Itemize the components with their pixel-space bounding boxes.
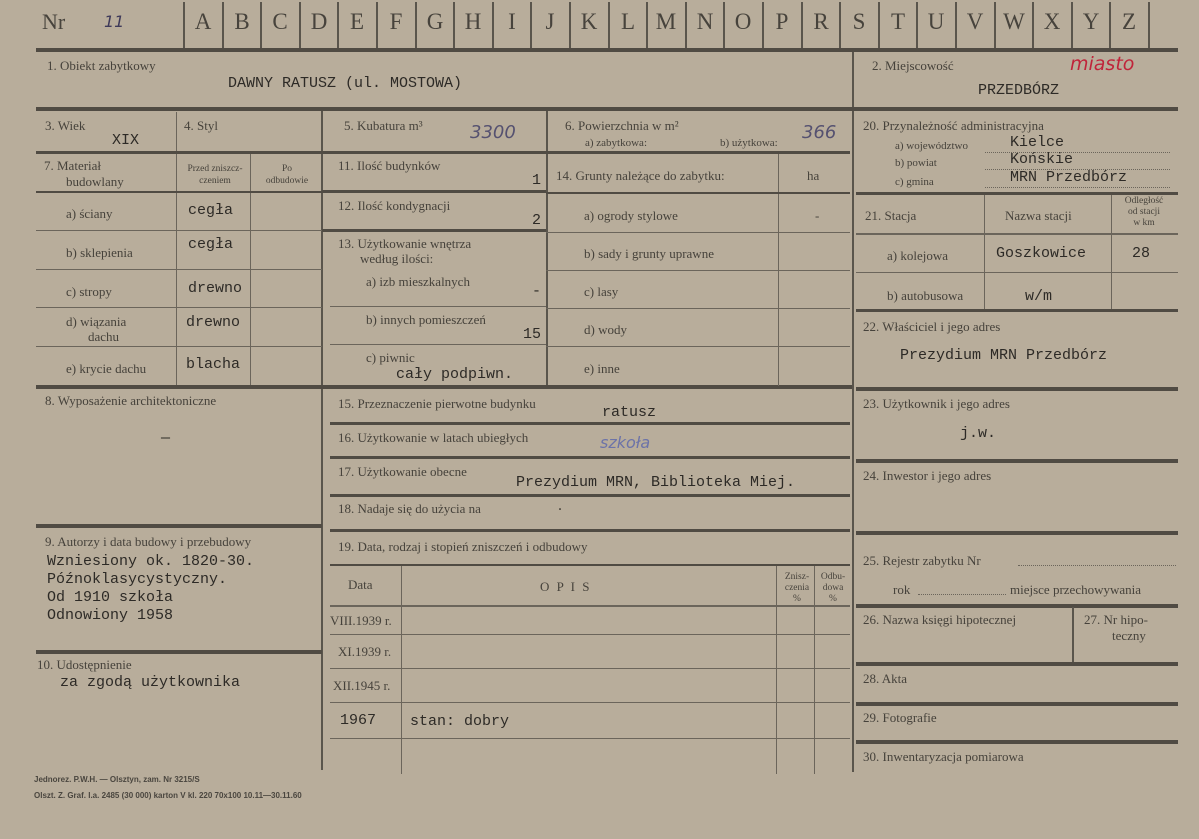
field-7-label-1: 7. Materiał (44, 158, 102, 173)
f21-a-name: Goszkowice (996, 245, 1087, 262)
index-letter-k: K (580, 9, 598, 34)
field-10-label: 10. Udostępnienie (37, 657, 132, 672)
f7-row-b-value: cegła (188, 236, 234, 253)
field-15-label: 15. Przeznaczenie pierwotne budynku (338, 396, 536, 411)
letter-divider (1148, 2, 1150, 50)
field-20-c-value: MRN Przedbórz (1010, 169, 1128, 186)
f19-col-od-2: dowa (822, 583, 844, 593)
field-6-label: 6. Powierzchnia w m² (565, 118, 679, 133)
f7-col-div-1 (176, 154, 177, 386)
field-13-label-2: według ilości: (360, 251, 434, 266)
f7-col-after-1: Po (281, 164, 293, 174)
f21-col-dist-3: w km (1133, 218, 1155, 228)
f21-a-label: a) kolejowa (887, 248, 949, 263)
field-2-note: miasto (1070, 53, 1135, 75)
rule-20 (856, 192, 1178, 195)
index-letter-g: G (426, 9, 444, 34)
nr-value: 11 (104, 12, 125, 31)
rule-29 (856, 740, 1178, 744)
field-20-c-label: c) gmina (895, 176, 934, 188)
field-28-label: 28. Akta (863, 671, 908, 686)
index-letter-o: O (734, 9, 752, 34)
index-letter-c: C (272, 9, 288, 34)
f19-row-3-date: XII.1945 r. (333, 678, 391, 693)
field-13-b-value: 15 (523, 326, 542, 343)
index-letter-e: E (349, 9, 365, 34)
field-2-value: PRZEDBÓRZ (978, 82, 1060, 99)
f21-col-name: Nazwa stacji (1005, 208, 1072, 223)
field-25-miejsce: miejsce przechowywania (1010, 582, 1142, 597)
f7-row-rule (36, 230, 322, 231)
field-4-label: 4. Styl (184, 118, 218, 133)
field-5-label: 5. Kubatura m³ (344, 118, 423, 133)
field-3-label: 3. Wiek (45, 118, 86, 133)
f19-row-4-opis: stan: dobry (410, 713, 510, 730)
field-5-value: 3300 (470, 122, 516, 143)
f7-row-c-value: drewno (188, 280, 243, 297)
f7-row-rule (36, 307, 322, 308)
field-14-unit: ha (807, 168, 820, 183)
row1-rule (36, 107, 1178, 111)
f7-row-b-label: b) sklepienia (66, 245, 133, 260)
f21-col-div-2 (1111, 195, 1112, 310)
field-17-value: Prezydium MRN, Biblioteka Miej. (516, 474, 796, 491)
field-20-a-value: Kielce (1010, 134, 1065, 151)
f19-col-div-3 (814, 566, 815, 774)
f25-rok-dots (918, 594, 1006, 595)
index-letter-f: F (389, 9, 403, 34)
field-30-label: 30. Inwentaryzacja pomiarowa (863, 749, 1024, 764)
field-12-label: 12. Ilość kondygnacji (338, 198, 451, 213)
index-letter-n: N (696, 9, 714, 34)
field-14-a: a) ogrody stylowe (584, 208, 678, 223)
field-20-label: 20. Przynależność administracyjna (863, 118, 1044, 133)
rule-19-head (330, 564, 850, 566)
f19-col-div-1 (401, 566, 402, 774)
f19-col-date: Data (348, 577, 373, 592)
rule-17 (330, 494, 850, 497)
divider-right-column (852, 52, 854, 772)
f7-col-div-2 (250, 154, 251, 386)
index-letter-l: L (620, 9, 636, 34)
div-26-27 (1072, 607, 1074, 665)
field-3-value: XIX (112, 132, 140, 149)
f7-col-before-2: czeniem (199, 176, 231, 186)
index-letter-s: S (852, 9, 866, 34)
field-17-label: 17. Użytkowanie obecne (338, 464, 467, 479)
field-22-value: Prezydium MRN Przedbórz (900, 347, 1108, 364)
field-20-a-label: a) województwo (895, 140, 969, 152)
div-3-4 (176, 112, 177, 152)
field-14-d: d) wody (584, 322, 627, 337)
rule-26 (856, 662, 1178, 666)
rule-9-bottom (36, 650, 322, 654)
f7-head-rule (36, 191, 322, 193)
f19-row-rule (330, 702, 850, 703)
index-letter-t: T (890, 9, 906, 34)
f19-row-rule (330, 634, 850, 635)
field-23-value: j.w. (960, 425, 997, 442)
field-10-value: za zgodą użytkownika (60, 674, 241, 691)
field-26-label: 26. Nazwa księgi hipotecznej (863, 612, 1017, 627)
rule-8-bottom (36, 524, 322, 528)
field-13-b-label: b) innych pomieszczeń (366, 312, 486, 327)
f7-row-e-value: blacha (186, 356, 241, 373)
field-18-value: . (558, 497, 562, 514)
f7-col-before-1: Przed zniszcz- (187, 164, 243, 174)
rule-5 (322, 151, 850, 154)
f14-rule (546, 270, 850, 271)
rule-16 (330, 456, 850, 459)
f7-row-d-value: drewno (186, 314, 241, 331)
f7-col-after-2: odbudowie (265, 176, 309, 186)
index-letter-v: V (966, 9, 984, 34)
field-16-value: szkoła (600, 433, 651, 452)
f7-row-d-label-1: d) wiązania (66, 314, 127, 329)
f19-row-1-date: VIII.1939 r. (330, 613, 392, 628)
field-6-b-value: 366 (802, 122, 837, 143)
field-9-line-4: Odnowiony 1958 (47, 607, 174, 624)
index-letter-h: H (464, 9, 482, 34)
f7-row-rule (36, 269, 322, 270)
field-22-label: 22. Właściciel i jego adres (863, 319, 1001, 334)
field-11-value: 1 (532, 172, 542, 189)
rule-11 (322, 190, 546, 193)
f7-row-rule (36, 346, 322, 347)
index-letter-w: W (1003, 9, 1025, 34)
field-9-line-1: Wzniesiony ok. 1820-30. (47, 553, 255, 570)
f19-row-rule (330, 668, 850, 669)
field-27-label-2: teczny (1112, 628, 1146, 643)
field-12-value: 2 (532, 212, 542, 229)
f7-row-a-value: cegła (188, 202, 234, 219)
f19-row-2-date: XI.1939 r. (338, 644, 392, 659)
index-letter-j: J (545, 9, 555, 34)
rule-18 (330, 529, 850, 532)
f14-rule (546, 232, 850, 233)
field-13-c-label: c) piwnic (366, 350, 415, 365)
f19-col-div-2 (776, 566, 777, 774)
field-11-label: 11. Ilość budynków (338, 158, 441, 173)
f21-b-name: w/m (1025, 288, 1053, 305)
f19-col-zn-1: Znisz- (784, 572, 810, 582)
f14-rule (546, 308, 850, 309)
field-9-line-3: Od 1910 szkoła (47, 589, 174, 606)
field-20-b-value: Końskie (1010, 151, 1074, 168)
field-1-label: 1. Obiekt zabytkowy (47, 58, 156, 73)
f21-a-km: 28 (1132, 245, 1151, 262)
field-14-a-value: - (815, 208, 820, 223)
rule-25 (856, 604, 1178, 608)
field-21-label: 21. Stacja (865, 208, 917, 223)
index-letter-d: D (310, 9, 328, 34)
field-18-label: 18. Nadaje się do użycia na (338, 501, 481, 516)
field-13-c-value: cały podpiwn. (396, 366, 514, 383)
rule-12 (322, 229, 546, 232)
index-letter-a: A (194, 9, 212, 34)
f19-col-zn-3: % (793, 594, 801, 604)
f7-row-d-label-2: dachu (88, 329, 120, 344)
index-letter-x: X (1043, 9, 1061, 34)
rule-28 (856, 702, 1178, 706)
rule-13a (330, 306, 546, 307)
f14-head-rule (546, 192, 850, 194)
field-7-label-2: budowlany (66, 174, 124, 189)
divider-left-column (321, 110, 323, 770)
field-8-label: 8. Wyposażenie architektoniczne (45, 393, 217, 408)
field-24-label: 24. Inwestor i jego adres (863, 468, 992, 483)
index-letter-z: Z (1121, 9, 1137, 34)
field-14-b: b) sady i grunty uprawne (584, 246, 714, 261)
f19-col-od-1: Odbu- (820, 572, 846, 582)
field-27-label-1: 27. Nr hipo- (1084, 612, 1148, 627)
rule-23 (856, 459, 1178, 463)
rule-24 (856, 531, 1178, 535)
f19-row-rule (330, 738, 850, 739)
f21-head-rule (856, 233, 1178, 235)
rule-3 (36, 151, 322, 154)
field-14-e: e) inne (584, 361, 620, 376)
field-13-label-1: 13. Użytkowanie wnętrza (338, 236, 472, 251)
nr-label: Nr (42, 9, 66, 34)
f20-c-dots (985, 187, 1170, 188)
index-letter-b: B (234, 9, 250, 34)
rule-22 (856, 387, 1178, 391)
rule-13-bottom (322, 385, 852, 389)
field-6-a-label: a) zabytkowa: (585, 137, 647, 149)
printer-note-1: Jednorez. P.W.H. — Olsztyn, zam. Nr 3215/S (34, 775, 200, 784)
field-15-value: ratusz (602, 404, 657, 421)
field-8-value: — (161, 430, 171, 447)
index-letter-y: Y (1082, 9, 1100, 34)
field-19-label: 19. Data, rodzaj i stopień zniszczeń i odbudowy (338, 539, 588, 554)
rule-15 (330, 422, 850, 425)
field-14-c: c) lasy (584, 284, 619, 299)
field-25-label: 25. Rejestr zabytku Nr (863, 553, 981, 568)
field-6-b-label: b) użytkowa: (720, 137, 778, 149)
field-25-rok: rok (893, 582, 911, 597)
rule-21 (856, 309, 1178, 312)
index-letter-m: M (655, 9, 677, 34)
field-1-value: DAWNY RATUSZ (ul. MOSTOWA) (228, 75, 463, 92)
f7-row-a-label: a) ściany (66, 206, 113, 221)
f21-col-dist-2: od stacji (1128, 207, 1160, 217)
f19-head-rule (330, 605, 850, 607)
header-rule (36, 48, 1178, 52)
f21-col-div-1 (984, 195, 985, 310)
f19-row-4-date: 1967 (340, 712, 377, 729)
field-16-label: 16. Użytkowanie w latach ubiegłych (338, 430, 529, 445)
field-23-label: 23. Użytkownik i jego adres (863, 396, 1010, 411)
f7-row-e-label: e) krycie dachu (66, 361, 147, 376)
f14-rule (546, 346, 850, 347)
field-2-label: 2. Miejscowość (872, 58, 954, 73)
field-13-a-label: a) izb mieszkalnych (366, 274, 470, 289)
field-20-b-label: b) powiat (895, 157, 937, 169)
field-9-label: 9. Autorzy i data budowy i przebudowy (45, 534, 252, 549)
f19-col-opis: O P I S (540, 579, 592, 594)
f19-col-zn-2: czenia (784, 583, 810, 593)
rule-13b (330, 344, 546, 345)
field-29-label: 29. Fotografie (863, 710, 937, 725)
f21-col-dist-1: Odległość (1124, 196, 1164, 206)
f21-b-label: b) autobusowa (887, 288, 964, 303)
index-letter-i: I (508, 9, 516, 34)
f21-row-rule (856, 272, 1178, 273)
rule-7-bottom (36, 385, 322, 389)
index-letter-p: P (775, 9, 789, 34)
field-9-line-2: Późnoklasycystyczny. (47, 571, 228, 588)
index-letter-r: R (813, 9, 829, 34)
f19-col-od-3: % (829, 594, 837, 604)
field-13-a-value: - (532, 283, 542, 300)
printer-note-2: Olszt. Z. Graf. I.a. 2485 (30 000) karton V kl. 220 70x100 10.11—30.11.60 (34, 791, 302, 800)
index-letter-u: U (927, 9, 945, 34)
f7-row-c-label: c) stropy (66, 284, 112, 299)
f25-nr-dots (1018, 565, 1176, 566)
field-14-label: 14. Grunty należące do zabytku: (556, 168, 725, 183)
